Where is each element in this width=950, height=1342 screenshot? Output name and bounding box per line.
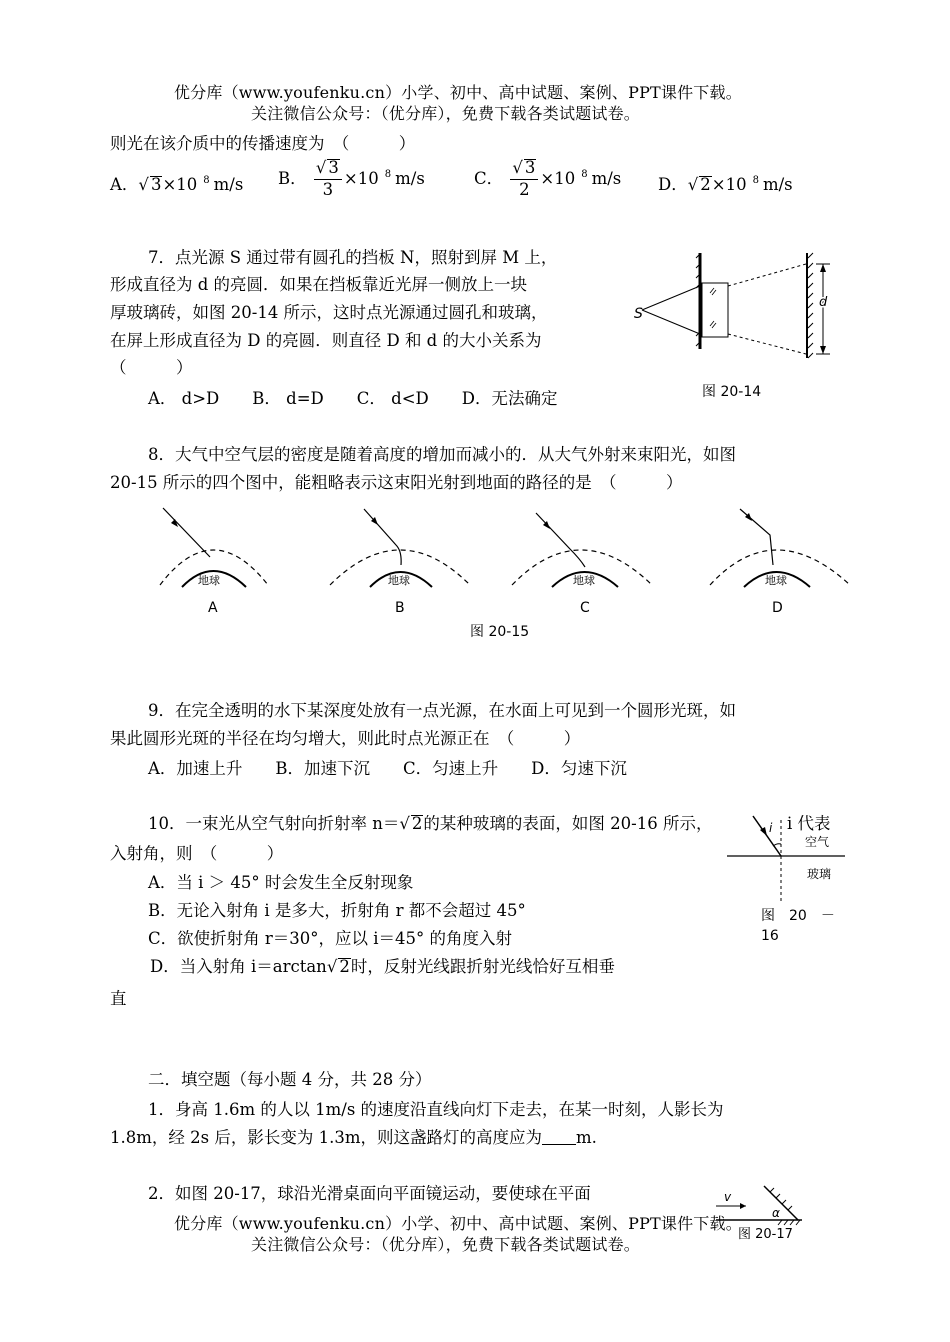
fig15-earth-b: 地球: [388, 574, 410, 587]
q6-stem-end: 则光在该介质中的传播速度为 （ ）: [110, 134, 416, 153]
q9-line-1: 9．在完全透明的水下某深度处放有一点光源，在水面上可见到一个圆形光斑，如: [148, 701, 736, 720]
footer-line-2: 关注微信公众号：（优分库），免费下载各类试题试卷。: [251, 1235, 641, 1254]
q10-line-1: 10．一束光从空气射向折射率 n＝√ 2的某种玻璃的表面，如图 20-16 所示，: [148, 814, 713, 833]
fig14-caption: 图 20-14: [702, 384, 762, 400]
q6-option-a: A．√ 3×10 $^8$ m/s: [110, 175, 244, 194]
figure-20-14: [630, 248, 850, 408]
q9-options: A．加速上升 B．加速下沉 C．匀速上升 D．匀速下沉: [148, 759, 627, 778]
q10-option-d: D．当入射角 i＝arctan√ 2时，反射光线跟折射光线恰好互相垂: [150, 957, 615, 976]
q7-line-2: 形成直径为 d 的亮圆．如果在挡板靠近光屏一侧放上一块: [110, 275, 528, 294]
q6-option-b: B． $\frac{√ 3}{3}$ ×10 $^8$ m/s: [278, 158, 425, 199]
fig15-label-b: B: [395, 600, 405, 616]
fig16-caption-2: 16: [761, 928, 779, 944]
fig14-label-d: d: [819, 295, 828, 310]
header-line-2: 关注微信公众号：（优分库），免费下载各类试题试卷。: [251, 104, 641, 123]
q10-option-d-end: 直: [110, 989, 127, 1008]
answer-blank[interactable]: [542, 1129, 576, 1145]
fig15-caption: 图 20-15: [470, 624, 530, 640]
fig15-earth-a: 地球: [198, 574, 220, 587]
fig14-label-s: S: [634, 306, 643, 322]
fig17-caption: 图 20-17: [738, 1227, 793, 1242]
section-2-title: 二．填空题（每小题 4 分，共 28 分）: [148, 1070, 432, 1089]
footer-line-1: 优分库（www.youfenku.cn）小学、初中、高中试题、案例、PPT课件下载。: [174, 1214, 742, 1233]
q8-line-1: 8．大气中空气层的密度是随着高度的增加而减小的．从大气外射来束阳光，如图: [148, 445, 736, 464]
fig15-earth-c: 地球: [573, 574, 595, 587]
figure-20-16: [725, 810, 850, 945]
q10-option-a: A．当 i ＞ 45° 时会发生全反射现象: [148, 873, 414, 892]
s2-q1-line-1: 1．身高 1.6m 的人以 1m/s 的速度沿直线向灯下走去，在某一时刻，人影长为: [148, 1100, 724, 1119]
q8-line-2: 20-15 所示的四个图中，能粗略表示这束阳光射到地面的路径的是 （ ）: [110, 473, 683, 492]
q10-option-b: B．无论入射角 i 是多大，折射角 r 都不会超过 45°: [148, 901, 526, 920]
q10-line-1-end: i 代表: [787, 814, 831, 833]
fig15-panel-a: [160, 508, 268, 616]
q10-option-c: C．欲使折射角 r＝30°，应以 i＝45° 的角度入射: [148, 929, 513, 948]
fig15-panel-c: [512, 513, 652, 616]
s2-q1-line-2: 1.8m，经 2s 后，影长变为 1.3m，则这盏路灯的高度应为 m.: [110, 1128, 597, 1147]
s2-q2-line-1: 2．如图 20-17，球沿光滑桌面向平面镜运动，要使球在平面: [148, 1184, 591, 1203]
fig15-label-a: A: [208, 600, 218, 616]
q6-option-c: C． $\frac{√ 3}{2}$ ×10 $^8$ m/s: [474, 158, 622, 199]
fig15-panel-d: [710, 509, 850, 616]
fig15-label-d: D: [772, 600, 783, 616]
header-line-1: 优分库（www.youfenku.cn）小学、初中、高中试题、案例、PPT课件下载。: [174, 83, 742, 102]
q9-line-2: 果此圆形光斑的半径在均匀增大，则此时点光源正在 （ ）: [110, 729, 581, 748]
q7-line-3: 厚玻璃砖，如图 20-14 所示，这时点光源通过圆孔和玻璃，: [110, 303, 548, 322]
fig16-i: i: [769, 821, 773, 835]
fig16-caption-1: 图 20 －: [761, 908, 835, 924]
q7-line-1: 7．点光源 S 通过带有圆孔的挡板 N，照射到屏 M 上，: [148, 248, 558, 267]
q10-line-2: 入射角，则 （ ）: [110, 844, 284, 863]
fig16-glass: 玻璃: [807, 867, 832, 881]
q7-line-4: 在屏上形成直径为 D 的亮圆．则直径 D 和 d 的大小关系为: [110, 331, 542, 350]
fig15-earth-d: 地球: [765, 574, 787, 587]
q6-option-d: D．√ 2×10 $^8$ m/s: [658, 175, 793, 194]
figure-20-15: [140, 505, 860, 645]
fig15-label-c: C: [580, 600, 590, 616]
fig16-air: 空气: [805, 835, 830, 849]
fig15-panel-b: [330, 509, 470, 616]
fig17-alpha: α: [772, 1206, 780, 1220]
q7-line-5: （ ）: [110, 358, 193, 377]
fig17-v: v: [724, 1190, 732, 1204]
q7-options: A． d>D B． d=D C． d<D D．无法确定: [148, 389, 558, 408]
